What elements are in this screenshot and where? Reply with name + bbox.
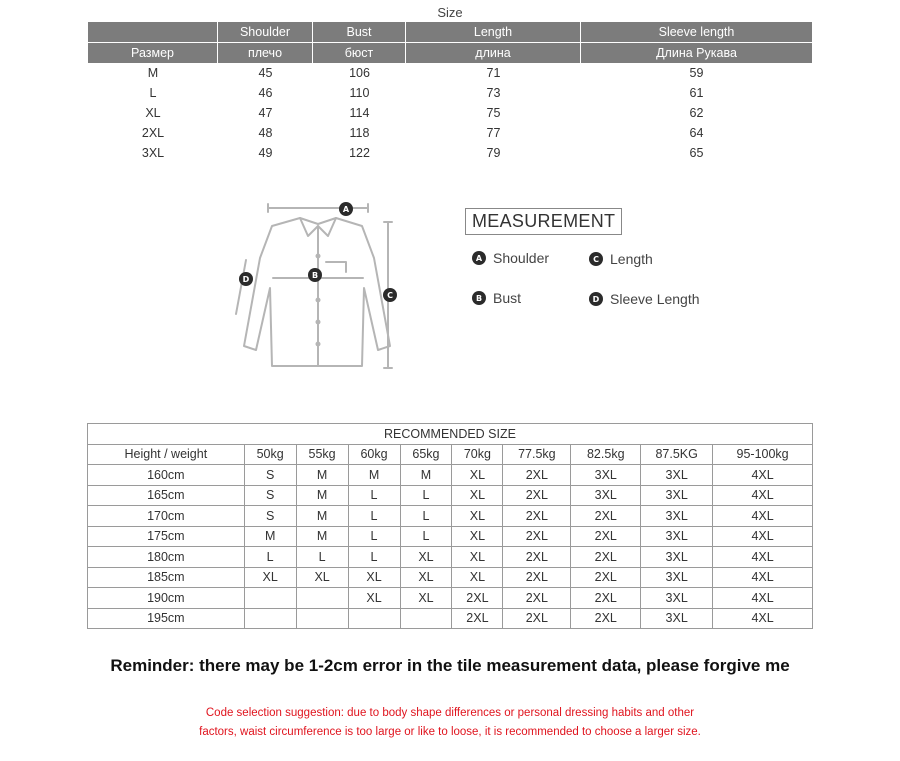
size-cell: XL — [452, 465, 503, 486]
marker-c-badge: C — [383, 288, 397, 302]
size-value-cell: 75 — [486, 106, 501, 120]
table-row — [88, 506, 813, 527]
size-cell — [400, 608, 452, 629]
size-cell: XL — [296, 567, 348, 588]
legend-label: Sleeve Length — [610, 291, 700, 307]
size-cell — [244, 588, 296, 609]
size-cell: 2XL — [452, 588, 503, 609]
legend-item-shoulder — [472, 250, 549, 266]
recommended-header-row — [88, 444, 813, 465]
size-cell: 4XL — [713, 506, 813, 527]
size-value-cell: 77 — [486, 126, 501, 140]
legend-item-length — [589, 251, 653, 267]
size-cell: 2XL — [503, 465, 571, 486]
note-line-1: Code selection suggestion: due to body shape differences or personal dressing habits and other — [205, 707, 695, 719]
size-row — [88, 63, 812, 83]
size-row — [88, 83, 812, 103]
size-cell: L — [348, 485, 400, 506]
legend-label: Shoulder — [493, 250, 550, 266]
header-cell: 95-100kg — [713, 444, 813, 465]
size-cell: XL — [452, 485, 503, 506]
table-row — [88, 588, 813, 609]
size-cell — [244, 608, 296, 629]
height-cell: 160cm — [88, 465, 245, 486]
size-cell: M — [296, 485, 348, 506]
size-cell: M — [400, 465, 452, 486]
size-value-cell: 48 — [258, 126, 273, 140]
marker-b-badge: B — [308, 268, 322, 282]
header-cell — [88, 22, 218, 42]
header-cell: плечо — [218, 43, 313, 63]
header-cell: Sleeve length — [658, 25, 735, 39]
size-cell: 2XL — [503, 547, 571, 568]
size-value-cell: 106 — [349, 66, 370, 80]
size-cell: M — [296, 506, 348, 527]
size-cell: L — [400, 526, 452, 547]
header-cell: 55kg — [296, 444, 348, 465]
size-cell: 2XL — [571, 547, 641, 568]
table-row — [88, 608, 813, 629]
size-cell: 3XL — [641, 567, 713, 588]
legend-label: Bust — [493, 290, 522, 306]
size-value-cell: 64 — [689, 126, 704, 140]
header-cell: Shoulder — [218, 22, 313, 42]
size-value-cell: 114 — [349, 106, 370, 120]
height-cell: 180cm — [88, 547, 245, 568]
size-value-cell: 122 — [349, 146, 370, 160]
size-chart-table — [88, 22, 812, 163]
size-cell: 3XL — [641, 608, 713, 629]
size-label-cell: 3XL — [141, 146, 165, 160]
height-cell: 185cm — [88, 567, 245, 588]
header-cell: Height / weight — [88, 444, 245, 465]
shirt-diagram — [230, 196, 410, 381]
size-cell: 3XL — [641, 485, 713, 506]
size-cell: 2XL — [571, 608, 641, 629]
size-cell: L — [400, 485, 452, 506]
size-row — [88, 103, 812, 123]
size-cell — [348, 608, 400, 629]
height-cell: 175cm — [88, 526, 245, 547]
header-cell: 50kg — [244, 444, 296, 465]
size-cell: 3XL — [571, 485, 641, 506]
marker-d-badge: D — [239, 272, 253, 286]
size-cell: 4XL — [713, 485, 813, 506]
height-cell: 195cm — [88, 608, 245, 629]
reminder-text: Reminder: there may be 1-2cm error in the tile measurement data, please forgive me — [110, 656, 790, 675]
size-cell: L — [348, 526, 400, 547]
header-cell: 70kg — [452, 444, 503, 465]
size-cell: XL — [452, 526, 503, 547]
marker-a-badge: A — [339, 202, 353, 216]
size-value-cell: 73 — [486, 86, 501, 100]
badge-c-icon: C — [589, 252, 603, 266]
size-cell: 4XL — [713, 547, 813, 568]
size-cell: 3XL — [571, 465, 641, 486]
measurement-title: MEASUREMENT — [465, 208, 622, 235]
table-row — [88, 567, 813, 588]
badge-d-icon: D — [589, 292, 603, 306]
size-value-cell: 71 — [486, 66, 501, 80]
header-cell: бюст — [313, 43, 406, 63]
size-cell: L — [348, 506, 400, 527]
table-row — [88, 465, 813, 486]
badge-b-icon: B — [472, 291, 486, 305]
size-cell: XL — [400, 588, 452, 609]
size-cell: XL — [244, 567, 296, 588]
size-cell: 3XL — [641, 588, 713, 609]
size-cell: XL — [400, 547, 452, 568]
size-cell: L — [296, 547, 348, 568]
size-cell: 2XL — [503, 485, 571, 506]
header-cell: Bust — [313, 22, 406, 42]
table-row — [88, 547, 813, 568]
header-cell: 77.5kg — [503, 444, 571, 465]
size-value-cell: 46 — [258, 86, 273, 100]
size-cell: M — [296, 465, 348, 486]
size-cell: 4XL — [713, 608, 813, 629]
size-cell: 2XL — [503, 588, 571, 609]
size-cell: M — [348, 465, 400, 486]
header-cell: 82.5kg — [571, 444, 641, 465]
size-cell: 4XL — [713, 465, 813, 486]
size-cell: XL — [452, 567, 503, 588]
shirt-outline-icon — [230, 196, 410, 381]
size-value-cell: 47 — [258, 106, 273, 120]
size-cell: 4XL — [713, 567, 813, 588]
size-cell: L — [244, 547, 296, 568]
size-cell: S — [244, 485, 296, 506]
header-cell: длина — [406, 43, 581, 63]
height-cell: 170cm — [88, 506, 245, 527]
header-cell: 65kg — [400, 444, 452, 465]
size-cell: 2XL — [503, 506, 571, 527]
size-cell: XL — [348, 567, 400, 588]
size-row — [88, 123, 812, 143]
size-label-cell: 2XL — [141, 126, 165, 140]
size-cell: 3XL — [641, 526, 713, 547]
size-label-cell: L — [149, 86, 157, 100]
table-row — [88, 485, 813, 506]
size-cell: L — [348, 547, 400, 568]
size-row — [88, 143, 812, 163]
size-cell: M — [296, 526, 348, 547]
size-value-cell: 45 — [258, 66, 273, 80]
size-label-cell: M — [147, 66, 159, 80]
size-cell: 2XL — [571, 588, 641, 609]
table-row — [88, 526, 813, 547]
size-label-cell: XL — [145, 106, 161, 120]
size-cell: M — [244, 526, 296, 547]
size-cell: 2XL — [571, 567, 641, 588]
header-cell: Length — [406, 22, 581, 42]
size-cell — [296, 588, 348, 609]
header-cell: Длина Рукава — [656, 46, 737, 60]
recommended-title-row — [88, 424, 813, 445]
size-cell: 3XL — [641, 547, 713, 568]
size-value-cell: 61 — [689, 86, 704, 100]
size-cell: XL — [452, 506, 503, 527]
size-cell: 2XL — [503, 567, 571, 588]
recommended-title: RECOMMENDED SIZE — [88, 424, 813, 445]
size-chart-header-en — [88, 22, 812, 43]
size-value-cell: 79 — [486, 146, 501, 160]
size-cell: 4XL — [713, 526, 813, 547]
size-value-cell: 62 — [689, 106, 704, 120]
size-cell: XL — [452, 547, 503, 568]
size-cell: 2XL — [571, 506, 641, 527]
note-line-2: factors, waist circumference is too large or like to loose, it is recommended to choose a larger size. — [199, 726, 701, 738]
size-chart-header-ru — [88, 43, 812, 63]
size-chart-title: Size — [437, 5, 463, 20]
size-value-cell: 59 — [689, 66, 704, 80]
size-cell — [296, 608, 348, 629]
size-cell: 2XL — [571, 526, 641, 547]
size-cell: 4XL — [713, 588, 813, 609]
size-value-cell: 49 — [258, 146, 273, 160]
size-cell: 2XL — [503, 608, 571, 629]
legend-item-sleeve-length — [589, 291, 700, 307]
size-cell: 2XL — [503, 526, 571, 547]
height-cell: 165cm — [88, 485, 245, 506]
recommended-size-table — [87, 423, 813, 629]
size-cell: S — [244, 465, 296, 486]
size-value-cell: 118 — [349, 126, 370, 140]
size-cell: L — [400, 506, 452, 527]
legend-label: Length — [610, 251, 653, 267]
badge-a-icon: A — [472, 251, 486, 265]
size-value-cell: 65 — [689, 146, 704, 160]
header-cell: 87.5KG — [641, 444, 713, 465]
size-cell: 3XL — [641, 465, 713, 486]
size-cell: 3XL — [641, 506, 713, 527]
size-cell: XL — [400, 567, 452, 588]
height-cell: 190cm — [88, 588, 245, 609]
size-cell: S — [244, 506, 296, 527]
legend-item-bust — [472, 290, 521, 306]
header-cell: Размер — [88, 43, 218, 63]
header-cell: 60kg — [348, 444, 400, 465]
size-cell: XL — [348, 588, 400, 609]
size-value-cell: 110 — [349, 86, 370, 100]
size-cell: 2XL — [452, 608, 503, 629]
